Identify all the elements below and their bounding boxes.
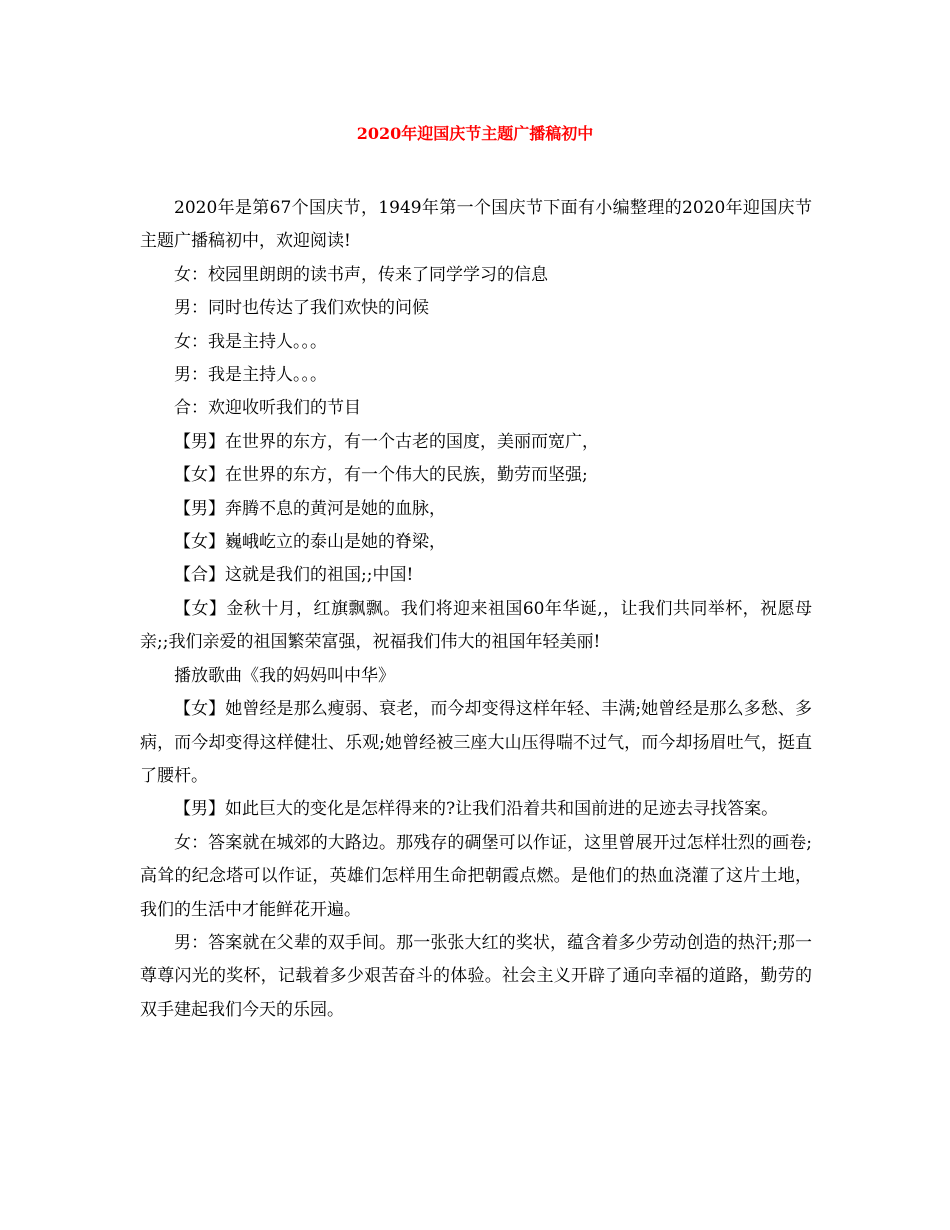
paragraph-dialogue: 女：我是主持人。。。	[174, 331, 327, 352]
document-body	[140, 192, 812, 1027]
paragraph-intro: 2020年是第67个国庆节，1949年第一个国庆节下面有小编整理的2020年迎国庆节主题广播稿初中，欢迎阅读!	[140, 198, 812, 252]
paragraph-dialogue: 男：同时也传达了我们欢快的问候	[174, 298, 429, 319]
paragraph-dialogue: 男：我是主持人。。。	[174, 365, 327, 386]
paragraph-dialogue: 【女】巍峨屹立的泰山是她的脊梁，	[174, 532, 446, 553]
paragraph-dialogue: 女：答案就在城郊的大路边。那残存的碉堡可以作证，这里曾展开过怎样壮烈的画卷;高耸的纪念塔可以作证，英雄们怎样用生命把朝霞点燃。是他们的热血浇灌了这片土地，我们的生活中才能鲜花开遍。	[140, 832, 812, 920]
paragraph-dialogue: 【女】在世界的东方，有一个伟大的民族，勤劳而坚强;	[174, 465, 588, 486]
paragraph-dialogue: 【合】这就是我们的祖国;;中国!	[174, 565, 414, 586]
paragraph-dialogue: 男：答案就在父辈的双手间。那一张张大红的奖状，蕴含着多少劳动创造的热汗;那一尊尊闪光的奖杯，记载着多少艰苦奋斗的体验。社会主义开辟了通向幸福的道路，勤劳的双手建起我们今天的乐园。	[140, 932, 812, 1020]
paragraph-dialogue: 【女】金秋十月，红旗飘飘。我们将迎来祖国60年华诞,，让我们共同举杯，祝愿母亲;;我们亲爱的祖国繁荣富强，祝福我们伟大的祖国年轻美丽!	[140, 598, 812, 653]
paragraph-dialogue: 【男】在世界的东方，有一个古老的国度，美丽而宽广，	[174, 431, 599, 452]
paragraph-song: 播放歌曲《我的妈妈叫中华》	[174, 665, 395, 686]
paragraph-dialogue: 【男】奔腾不息的黄河是她的血脉，	[174, 498, 446, 519]
paragraph-dialogue: 【女】她曾经是那么瘦弱、衰老，而今却变得这样年轻、丰满;她曾经是那么多愁、多病，而今却变得这样健壮、乐观;她曾经被三座大山压得喘不过气，而今却扬眉吐气，挺直了腰杆。	[140, 699, 812, 786]
paragraph-dialogue: 【男】如此巨大的变化是怎样得来的?让我们沿着共和国前进的足迹去寻找答案。	[174, 799, 779, 820]
paragraph-dialogue: 女：校园里朗朗的读书声，传来了同学学习的信息	[174, 264, 548, 285]
document-title: 2020年迎国庆节主题广播稿初中	[356, 124, 594, 143]
paragraph-dialogue: 合：欢迎收听我们的节目	[174, 398, 361, 419]
